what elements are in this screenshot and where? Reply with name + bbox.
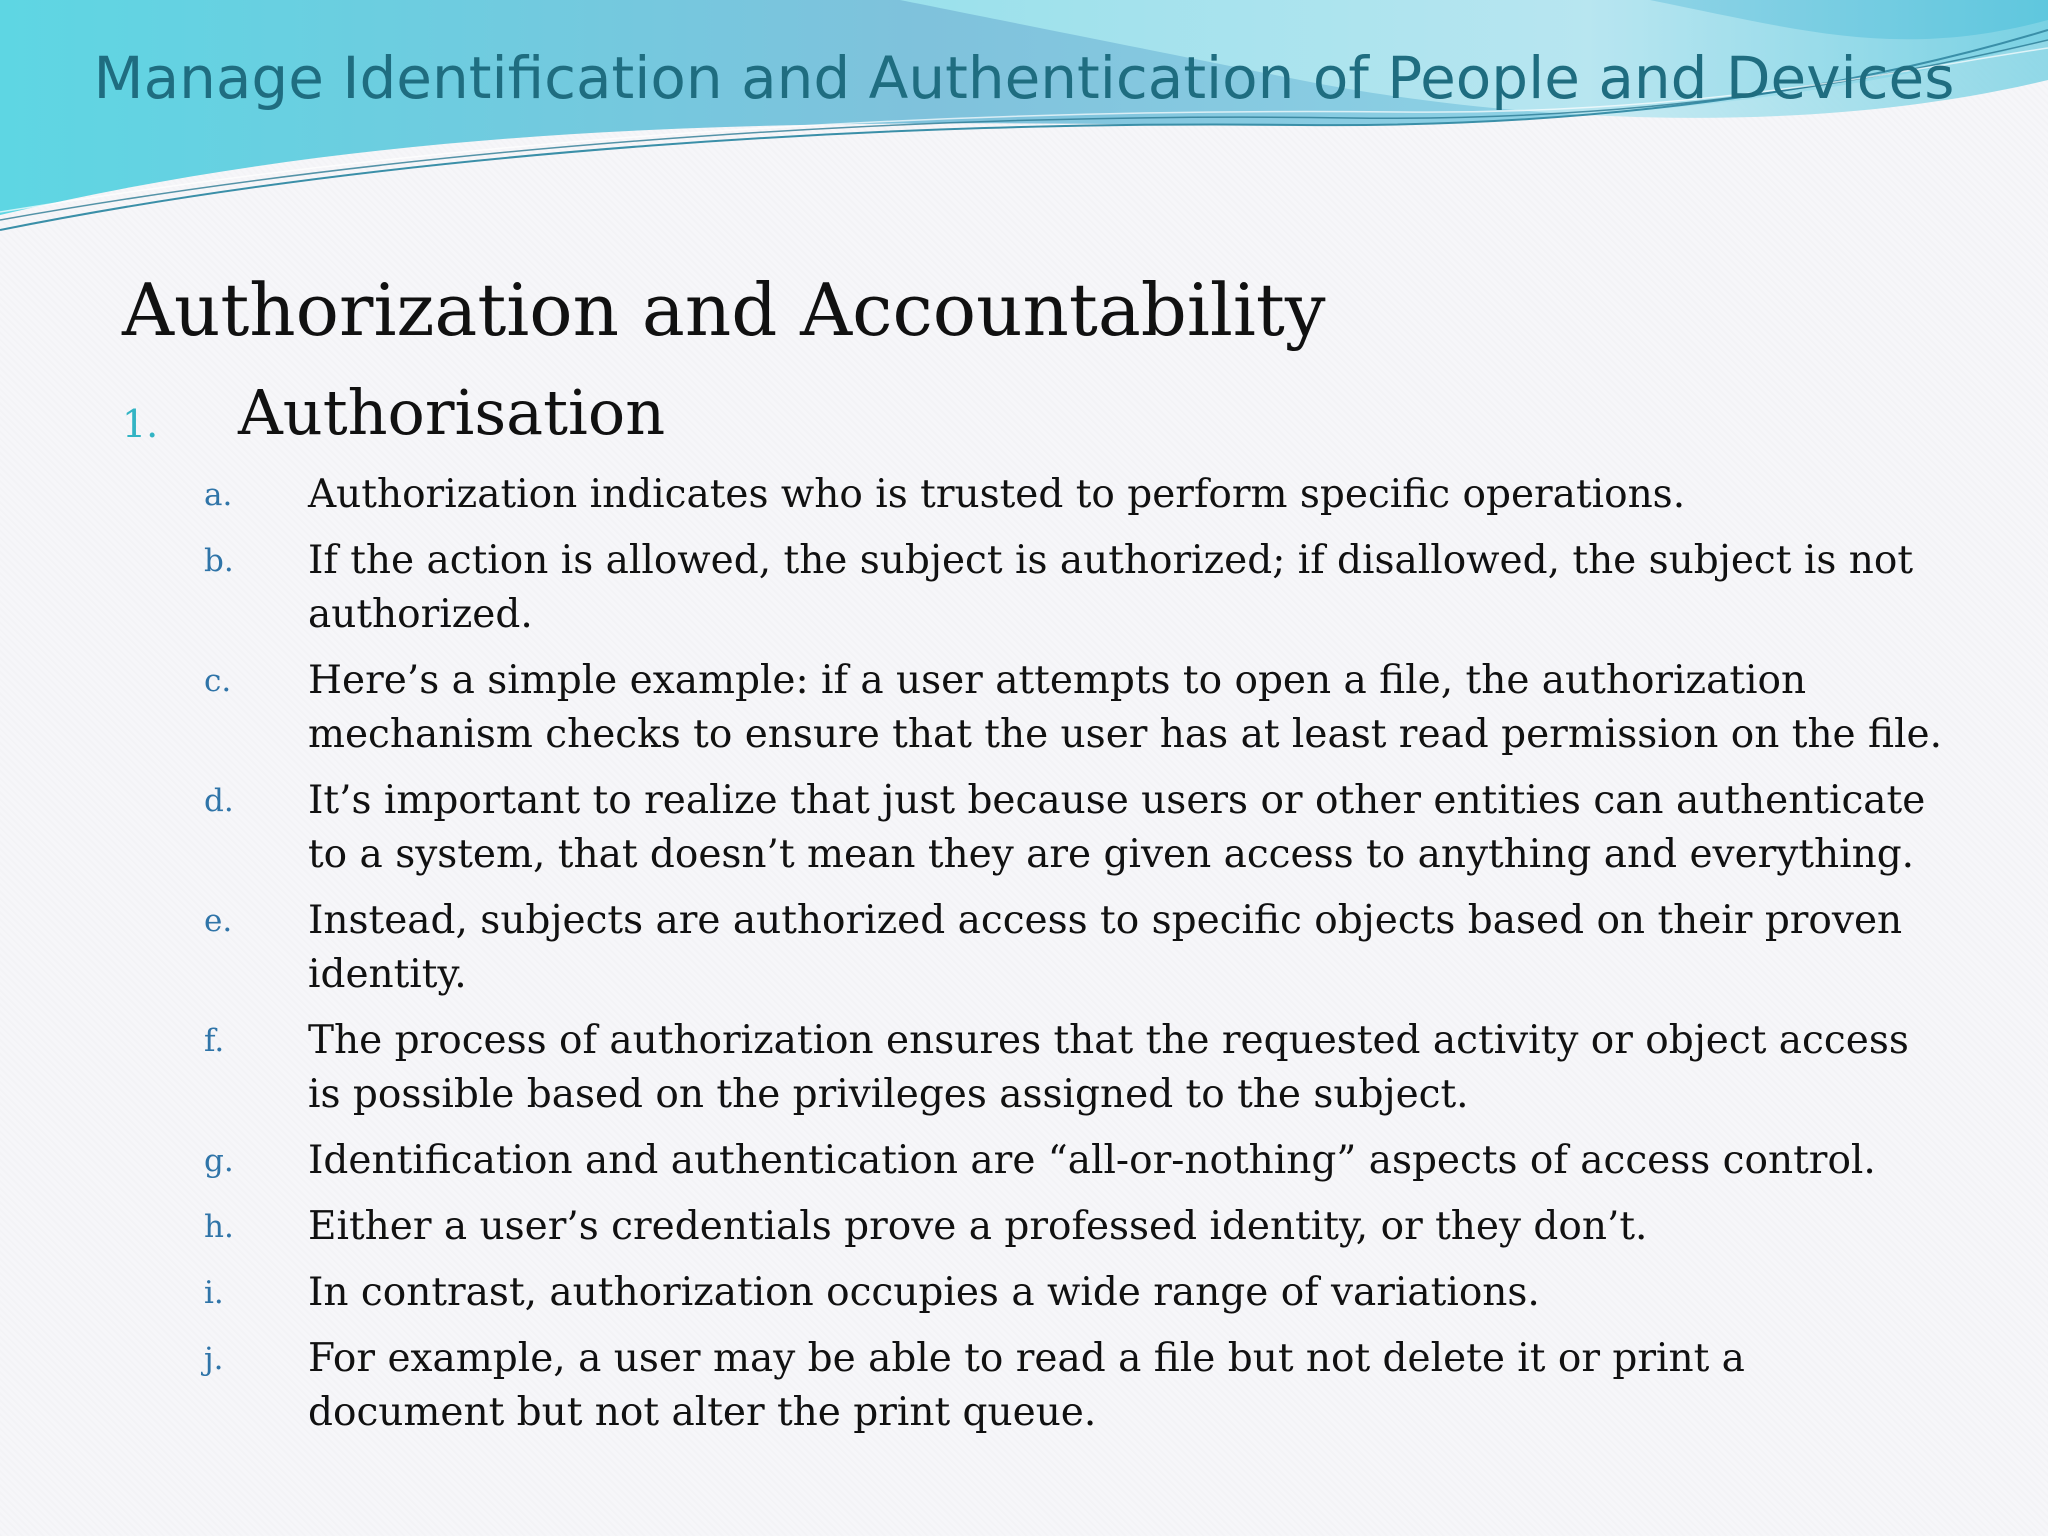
list-item-text: The process of authorization ensures that the requested activity or object access is possible based on the privileges assigned to the subject. xyxy=(308,1018,1909,1117)
slide-content xyxy=(122,262,1952,1452)
list-marker: j. xyxy=(204,1341,224,1377)
slide-title: Manage Identification and Authentication of People and Devices xyxy=(93,44,1955,112)
list-item xyxy=(122,468,1952,522)
list-item-text: Identification and authentication are “all-or-nothing” aspects of access control. xyxy=(308,1138,1876,1183)
list-item xyxy=(122,1266,1952,1320)
list-item xyxy=(122,1134,1952,1188)
list-marker: b. xyxy=(204,543,234,579)
list-item xyxy=(122,654,1952,762)
list-item xyxy=(122,894,1952,1002)
list-marker: g. xyxy=(204,1143,234,1179)
list-item xyxy=(122,1332,1952,1440)
list-item xyxy=(122,534,1952,642)
list-item-text: It’s important to realize that just because users or other entities can authenticate to a system, that doesn’t mean they are given access to anything and everything. xyxy=(308,778,1926,877)
list-item-text: In contrast, authorization occupies a wide range of variations. xyxy=(308,1270,1540,1315)
header-wave-decoration xyxy=(0,0,2048,240)
list-item-text: Either a user’s credentials prove a professed identity, or they don’t. xyxy=(308,1204,1648,1249)
list-item xyxy=(122,1014,1952,1122)
list-marker: e. xyxy=(204,903,233,939)
item-number: 1. xyxy=(122,402,159,446)
list-marker: c. xyxy=(204,663,232,699)
list-marker: a. xyxy=(204,477,233,513)
list-marker: f. xyxy=(204,1023,225,1059)
sub-item-list xyxy=(122,468,1952,1440)
list-item xyxy=(122,774,1952,882)
list-item-text: Authorization indicates who is trusted to perform specific operations. xyxy=(308,472,1686,517)
list-item-text: Instead, subjects are authorized access to specific objects based on their proven identity. xyxy=(308,898,1903,997)
list-marker: i. xyxy=(204,1275,224,1311)
list-item-text: Here’s a simple example: if a user attempts to open a file, the authorization mechanism checks to ensure that the user has at least read permission on the file. xyxy=(308,658,1943,757)
numbered-item xyxy=(122,358,1952,468)
list-marker: d. xyxy=(204,783,234,819)
item-label: Authorisation xyxy=(238,376,666,449)
list-item-text: If the action is allowed, the subject is authorized; if disallowed, the subject is not authorized. xyxy=(308,538,1913,637)
section-heading: Authorization and Accountability xyxy=(122,268,1326,352)
list-item xyxy=(122,1200,1952,1254)
list-item-text: For example, a user may be able to read a file but not delete it or print a document but not alter the print queue. xyxy=(308,1336,1745,1435)
list-marker: h. xyxy=(204,1209,234,1245)
